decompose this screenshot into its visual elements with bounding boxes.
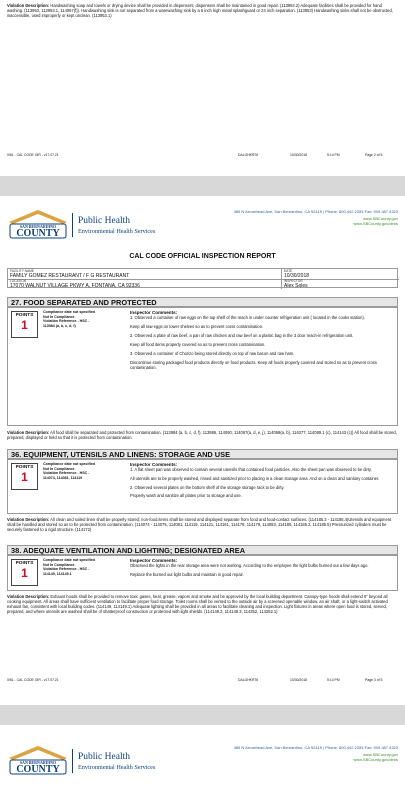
top-violation: Violation Description: Handwashing soap and towels or drying device shall be provided in dispensers; dispensers shall be maintained in good repair. (113953.2) Adequate facilities shall be provided for hand washing. (113953, 113953.1, 114067(f)). Handwashing sink is not separated from a warewashing sink by a 6 inch high metal splashguard or 24 inch separation. (113953) Handwashing sinks shall not be obstructed, inaccessible, used improperly or kept unclean. (113953.1) bbox=[7, 3, 393, 18]
inspector-comments: Inspector Comments: Observed the lights in the rear storage area were not working. According to the employee the light bulbs burned out a few days ago. Replace the burned out light bulbs and maintain in good repair. bbox=[130, 558, 369, 577]
violation-description: Violation Description: Exhaust hoods shall be provided to remove toxic gases, heat, grease, vapors and smoke and be approved by the local building department. Canopy-type hoods shall extend 6" beyond all cooking equipment. All areas shall have sufficient ventilation to facilitate proper food storage. Toilet rooms shall be vented to the outside air by a screened openable window, an air shaft, or a light-switch activated exhaust fan, consistent with local building codes. (114149, 114149.1) Adequate lighting shall be provided in all areas to facilitate cleaning and inspection. Light fixtures in areas where open food is stored, served, prepared, and where utensils are washed shall be of shatterproof construction or protected with light shields. (114149.2, 114149.3, 114252, 114252.1) bbox=[7, 594, 388, 614]
facility-block: FACILITY NAME FAMILY GOMEZ RESTAURANT / F G RESTAURANT DATE 10/30/2018 LOCATION 17070 WALNUT VILLAGE PKWY A, FONTANA, CA 92336 INSPECTOR Alex Soles bbox=[7, 268, 398, 288]
header-dehs-link[interactable]: www.SBCounty.gov/dehs bbox=[353, 757, 398, 762]
header-address: 385 N Arrowhead Ave, San Bernardino, CA 92415 | Phone: 800.442.2283 Fax: 909.387.4323 bbox=[233, 745, 398, 750]
points-box: POINTS 1 bbox=[11, 311, 38, 338]
header-divider bbox=[72, 749, 73, 773]
facility-name: FAMILY GOMEZ RESTAURANT / F G RESTAURANT bbox=[10, 272, 130, 279]
page-footer: 0/61 - CAL CODE OIR - v17.07.21 DALGHKR76 10/30/2018 5:14 PM Page 3 of 5 bbox=[7, 678, 383, 682]
section-title: 38. ADEQUATE VENTILATION AND LIGHTING; DESIGNATED AREA bbox=[7, 545, 398, 555]
compliance-info: Compliance date not specified Not In Compliance Violation Reference - HSC - 114074, 114081, 114119 bbox=[43, 462, 95, 480]
violation-description: Violation Description: All clean and soiled linen shall be properly stored; non-food items shall be stored and displayed separate from food and food-contact surfaces. (114185.3 - 114185.4)Utensils and equipment shall be handled and stored so as to be protected from contamination. (114074 - 114075, 114081, 114119, 114121, 114161, 114178, 114179, 114083, 114185, 114185.2, 114185.5) Pressurized cylinders must be securely fastened to a rigid structure. (114172) bbox=[7, 517, 392, 532]
header-title: Public Health bbox=[78, 752, 130, 762]
page-break bbox=[0, 705, 405, 725]
header-site-link[interactable]: www.SBCounty.gov bbox=[363, 216, 398, 221]
section-title: 27. FOOD SEPARATED AND PROTECTED bbox=[7, 297, 398, 307]
violation-section bbox=[7, 459, 398, 514]
header-site-link[interactable]: www.SBCounty.gov bbox=[363, 752, 398, 757]
inspector-comments: Inspector Comments: 1. Observed a container of raw eggs on the top shelf of the reach in under counter refrigeration unit ( located in the cooks station). Keep all raw eggs on lower shelves so as to prevent cross contamination. 2. Observed a plate of raw beef, a pan of raw chicken and raw beef on a plastic bag in the 3 door reach-in refrigeration unit. Keep all food items properly covered so as to prevent cross contamination. 3. Observed a container of Chorizo being stored directly on top of raw bacon and raw ham. Discontinue storing packaged food products directly on food products. Keep all foods properly covered and stored so as to prevent cross contamination. bbox=[130, 310, 377, 370]
violation-section bbox=[7, 555, 398, 591]
violation-description: Violation Description: All food shall be separated and protected from contamination. (113984 (a, b, c, d, f), 113986, 114060, 114067(a, d, e, j), 114069(a, b), 114077, 114089.1 (c), 114143 (c)) All food shall be stored, prepared, displayed or held so that it is protected from contamination. bbox=[7, 430, 397, 440]
points-box: POINTS 1 bbox=[11, 463, 38, 490]
facility-location: 17070 WALNUT VILLAGE PKWY A, FONTANA, CA 92336 bbox=[10, 282, 140, 289]
violation-section bbox=[7, 307, 398, 426]
inspector-comments: Inspector Comments: 1. A flat sheet pan was observed to contain several utensils that contained food particles. Also the sheet pan was observed to be dirty. All utensils are to be properly washed, rinsed and sanitized prior to placing in a clean storage area. And on a clean and sanitary container. 2. Observed several plates on the bottom shelf of the storage storage rack to be dirty. Properly wash and sanitize all plates prior to storage and use. bbox=[130, 462, 380, 498]
page-footer: 0/61 - CAL CODE OIR - v17.07.21 DALGHKR76 10/30/2018 5:14 PM Page 2 of 5 bbox=[7, 153, 383, 157]
points-value: 1 bbox=[21, 318, 28, 332]
page-break bbox=[0, 176, 405, 196]
header-title: Public Health bbox=[78, 216, 130, 226]
county-logo: SAN BERNARDINO COUNTY bbox=[7, 744, 69, 776]
header-subtitle: Environmental Health Services bbox=[78, 228, 156, 235]
inspector-name: Alex Soles bbox=[284, 282, 308, 289]
compliance-info: Compliance date not specified Not In Compliance Violation Reference - HSC - 114149, 114149.1 bbox=[43, 558, 95, 576]
header-dehs-link[interactable]: www.SBCounty.gov/dehs bbox=[353, 221, 398, 226]
header-subtitle: Environmental Health Services bbox=[78, 764, 156, 771]
compliance-info: Compliance date not specified Not In Compliance Violation Reference - HSC - 113984 (a, b, c, d, f) bbox=[43, 310, 95, 328]
header-divider bbox=[72, 213, 73, 237]
points-box: POINTS 1 bbox=[11, 559, 38, 586]
county-logo: SAN BERNARDINO COUNTY bbox=[7, 208, 69, 240]
points-value: 1 bbox=[21, 470, 28, 484]
report-title: CAL CODE OFFICIAL INSPECTION REPORT bbox=[129, 253, 276, 260]
points-value: 1 bbox=[21, 566, 28, 580]
inspection-date: 10/30/2018 bbox=[284, 272, 310, 279]
section-title: 36. EQUIPMENT, UTENSILS AND LINENS: STORAGE AND USE bbox=[7, 449, 398, 459]
header-address: 385 N Arrowhead Ave, San Bernardino, CA 92415 | Phone: 800.442.2283 Fax: 909.387.4323 bbox=[233, 209, 398, 214]
